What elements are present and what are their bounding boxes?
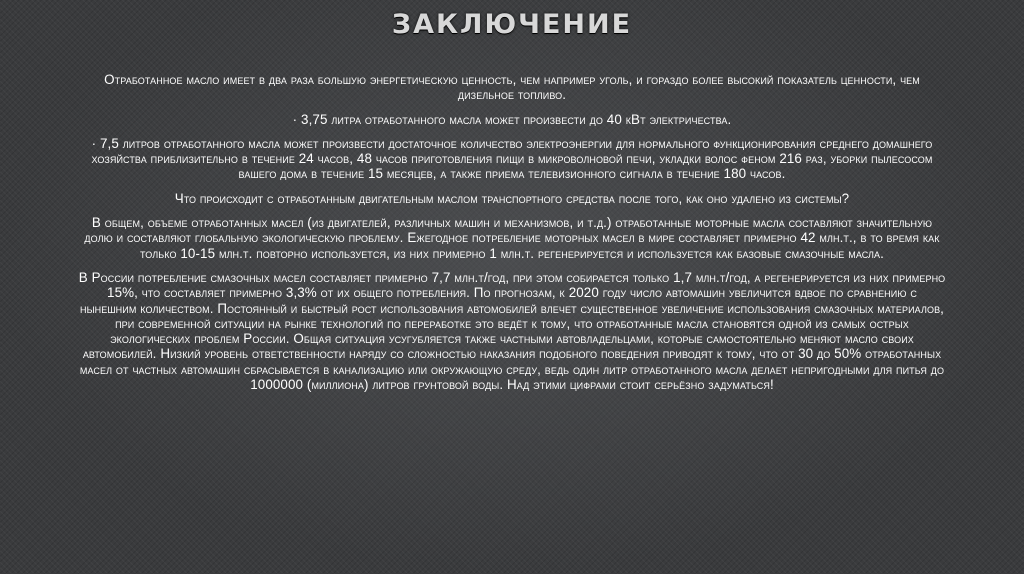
paragraph-bullet-75: · 7,5 литров отработанного масла может произвести достаточное количество электроэнергии для нормального функционирования среднего домашнего хозяйства приблизительно в течение 24 часов, 48 часов приготовления пищи в микроволновой печи, укладки волос феном 216 раз, уборки пылесосом вашего дома в течение 15 месяцев, а также приема телевизионного сигнала в течение 180 часов. [91, 135, 933, 182]
paragraph-russia: В России потребление смазочных масел составляет примерно 7,7 млн.т/год, при этом собирается только 1,7 млн.т/год, а регенерируется из них примерно 15%, что составляет примерно 3,3% от их общего потребления. По прогнозам, к 2020 году число автомашин увеличится вдвое по сравнению с нынешним количеством. Постоянный и быстрый рост использования автомобилей влечет существенное увеличение использования смазочных материалов, при современной ситуации на рынке технологий по переработке это ведёт к тому, что отработанные масла становятся одной из самых острых экологических проблем России. Общая ситуация усугубляется также частными автовладельцами, которые самостоятельно меняют масло своих автомобилей. Низкий уровень ответственности наряду со сложностью наказания подобного поведения приводят к тому, что от 30 до 50% отработанных масел от частных автомашин сбрасывается в канализацию или окружающую среду, ведь один литр отработанного масла делает непригодными для питья до 1000000 (миллиона) литров грунтовой воды. Над этими цифрами стоит серьёзно задуматься! [78, 269, 946, 393]
paragraph-question: Что происходит с отработанным двигательным маслом транспортного средства после того, как оно удалено из системы? [174, 190, 850, 206]
slide-content [78, 72, 946, 401]
paragraph-bullet-375: · 3,75 литра отработанного масла может произвести до 40 кВт электричества. [292, 111, 732, 127]
paragraph-energy-value: Отработанное масло имеет в два раза большую энергетическую ценность, чем например уголь, и гораздо более высокий показатель ценности, чем дизельное топливо. [104, 72, 920, 103]
paragraph-world-consumption: В общем, объеме отработанных масел (из двигателей, различных машин и механизмов, и т.д.) отработанные моторные масла составляют значительную долю и составляют глобальную экологическую проблему. Ежегодное потребление моторных масел в мире составляет примерно 42 млн.т., в то время как только 10-15 млн.т. повторно используется, из них примерно 1 млн.т. регенерируется и используется как базовые смазочные масла. [84, 215, 940, 261]
slide-title: ЗАКЛЮЧЕНИЕ [391, 9, 633, 40]
